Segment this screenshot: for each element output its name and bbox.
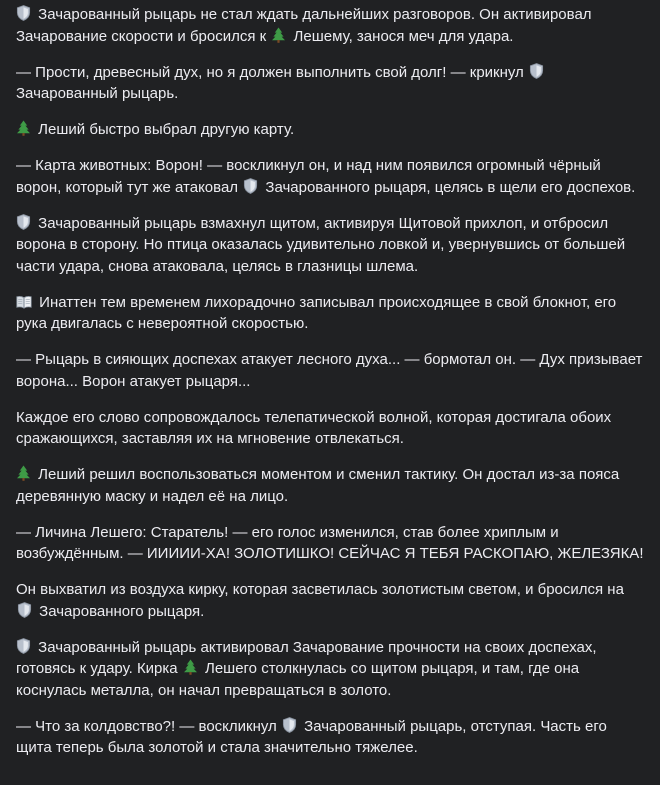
paragraph-text: Зачарованный рыцарь активировал Зачарование прочности на своих доспехах, готовясь к удару. Кирка xyxy=(16,638,597,677)
story-paragraph xyxy=(16,213,644,278)
paragraph-text: Зачарованный рыцарь. xyxy=(16,85,179,102)
paragraph-text: Лешего столкнулась со щитом рыцаря, и там, где она коснулась металла, он начал превращаться в золото. xyxy=(16,660,580,699)
shield-icon xyxy=(16,214,31,230)
shield-icon xyxy=(282,717,297,733)
paragraph-text: Зачарованный рыцарь не стал ждать дальнейших разговоров. Он активировал Зачарование скорости и бросился к xyxy=(16,6,592,45)
paragraph-text: — Рыцарь в сияющих доспехах атакует лесного духа... — бормотал он. — Дух призывает ворона... Ворон атакует рыцаря... xyxy=(16,351,643,390)
paragraph-text: — Карта животных: Ворон! — воскликнул он, и над ним появился огромный чёрный ворон, который тут же атаковал xyxy=(16,157,601,196)
tree-icon xyxy=(183,659,198,675)
story-paragraph xyxy=(16,292,644,335)
story-paragraph xyxy=(16,579,644,622)
paragraph-text: Зачарованный рыцарь, отступая. Часть его щита теперь была золотой и стала значительно тяжелее. xyxy=(16,717,607,756)
shield-icon xyxy=(243,178,258,194)
paragraph-text: — Что за колдовство?! — воскликнул xyxy=(16,717,281,735)
story-paragraph xyxy=(16,4,644,47)
paragraph-text: Лешему, занося меч для удара. xyxy=(289,27,514,45)
shield-icon xyxy=(16,5,31,21)
paragraph-text: Он выхватил из воздуха кирку, которая засветилась золотистым светом, и бросился на xyxy=(16,581,624,598)
paragraph-text: — Личина Лешего: Старатель! — его голос изменился, став более хриплым и возбуждённым. — ИИИИИ-ХА! ЗОЛОТИШКО! СЕЙЧАС Я ТЕБЯ РАСКОПАЮ, ЖЕЛЕЗЯКА! xyxy=(16,523,644,562)
tree-icon xyxy=(16,120,31,136)
story-paragraph xyxy=(16,155,644,198)
story-paragraph xyxy=(16,119,644,141)
paragraph-text: — Прости, древесный дух, но я должен выполнить свой долг! — крикнул xyxy=(16,63,528,81)
shield-icon xyxy=(16,638,31,654)
story-paragraph xyxy=(16,464,644,507)
story-paragraph xyxy=(16,637,644,702)
story-paragraph xyxy=(16,716,644,759)
paragraph-text: Зачарованный рыцарь взмахнул щитом, активируя Щитовой прихлоп, и отбросил ворона в сторону. Но птица оказалась удивительно ловкой и, увернувшись от большей части удара, снова атаковала, целясь в глазницы шлема. xyxy=(16,214,626,275)
paragraph-text: Леший быстро выбрал другую карту. xyxy=(34,121,295,138)
story-paragraph xyxy=(16,62,644,105)
story-paragraph xyxy=(16,407,644,450)
story-paragraph xyxy=(16,349,644,392)
tree-icon xyxy=(271,27,286,43)
tree-icon xyxy=(16,465,31,481)
shield-icon xyxy=(529,63,544,79)
paragraph-text: Инаттен тем временем лихорадочно записывал происходящее в свой блокнот, его рука двигалась с невероятной скоростью. xyxy=(16,293,617,332)
story-paragraph xyxy=(16,522,644,565)
paragraph-text: Зачарованного рыцаря. xyxy=(35,602,205,620)
paragraph-text: Леший решил воспользоваться моментом и сменил тактику. Он достал из-за пояса деревянную маску и надел её на лицо. xyxy=(16,466,620,505)
paragraph-text: Зачарованного рыцаря, целясь в щели его доспехов. xyxy=(261,178,636,196)
shield-icon xyxy=(17,602,32,618)
book-icon xyxy=(16,295,32,309)
paragraph-text: Каждое его слово сопровождалось телепатической волной, которая достигала обоих сражающихся, заставляя их на мгновение отвлекаться. xyxy=(16,408,612,447)
